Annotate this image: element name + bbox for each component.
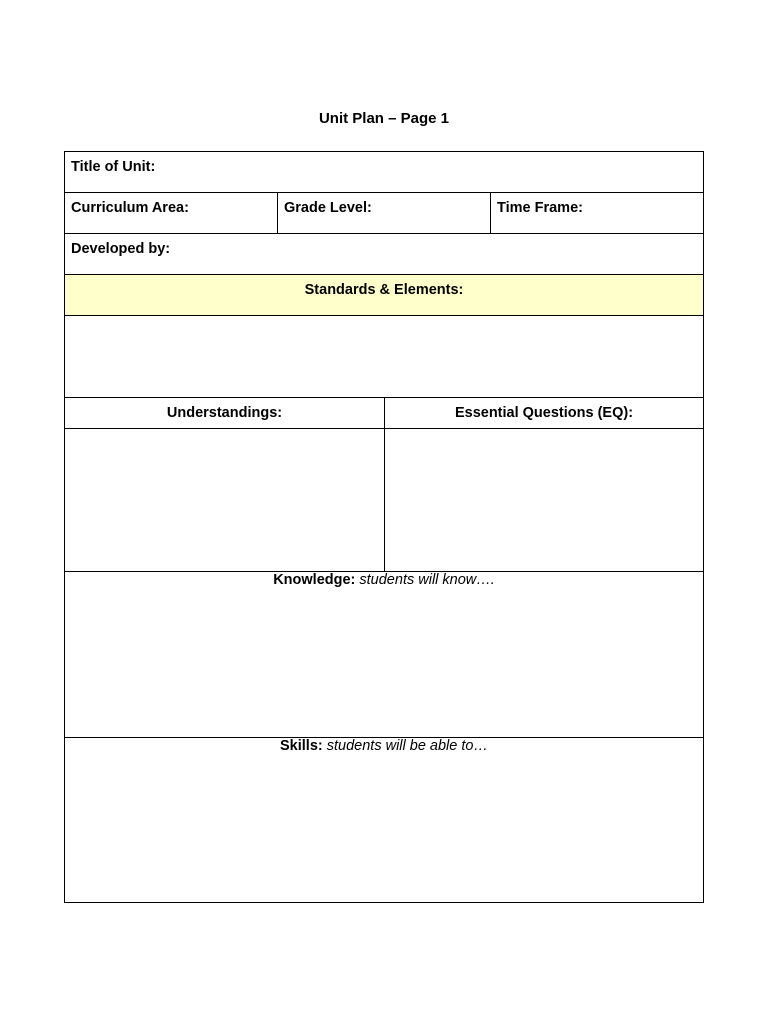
understandings-label: Understandings: [166,405,283,421]
essential-questions-content-area[interactable] [385,429,703,571]
title-of-unit-row[interactable] [65,152,703,193]
knowledge-section[interactable] [65,572,703,738]
grade-level-cell[interactable] [278,193,491,233]
time-frame-cell[interactable] [491,193,703,233]
curriculum-area-label: Curriculum Area: [71,200,189,216]
curriculum-area-cell[interactable] [65,193,278,233]
developed-by-label: Developed by: [71,241,171,257]
knowledge-hint: students will know…. [355,572,495,588]
essential-questions-label: Essential Questions (EQ): [454,405,634,421]
standards-content-area[interactable] [65,316,703,398]
knowledge-heading [65,572,703,588]
understandings-eq-header-row [65,398,703,429]
essential-questions-header-cell [385,398,703,428]
time-frame-label: Time Frame: [497,200,583,216]
skills-label: Skills: [280,738,323,754]
standards-header-row [65,275,703,316]
title-of-unit-label: Title of Unit: [71,159,156,175]
skills-section[interactable] [65,738,703,902]
grade-level-label: Grade Level: [284,200,372,216]
unit-plan-form [64,151,704,903]
skills-hint: students will be able to… [322,738,488,754]
standards-label: Standards & Elements: [304,282,464,298]
info-row [65,193,703,234]
page-title: Unit Plan – Page 1 [318,110,450,127]
understandings-eq-content-row [65,429,703,572]
skills-heading [65,738,703,754]
understandings-content-area[interactable] [65,429,385,571]
understandings-header-cell [65,398,385,428]
developed-by-row[interactable] [65,234,703,275]
knowledge-label: Knowledge: [273,572,356,588]
